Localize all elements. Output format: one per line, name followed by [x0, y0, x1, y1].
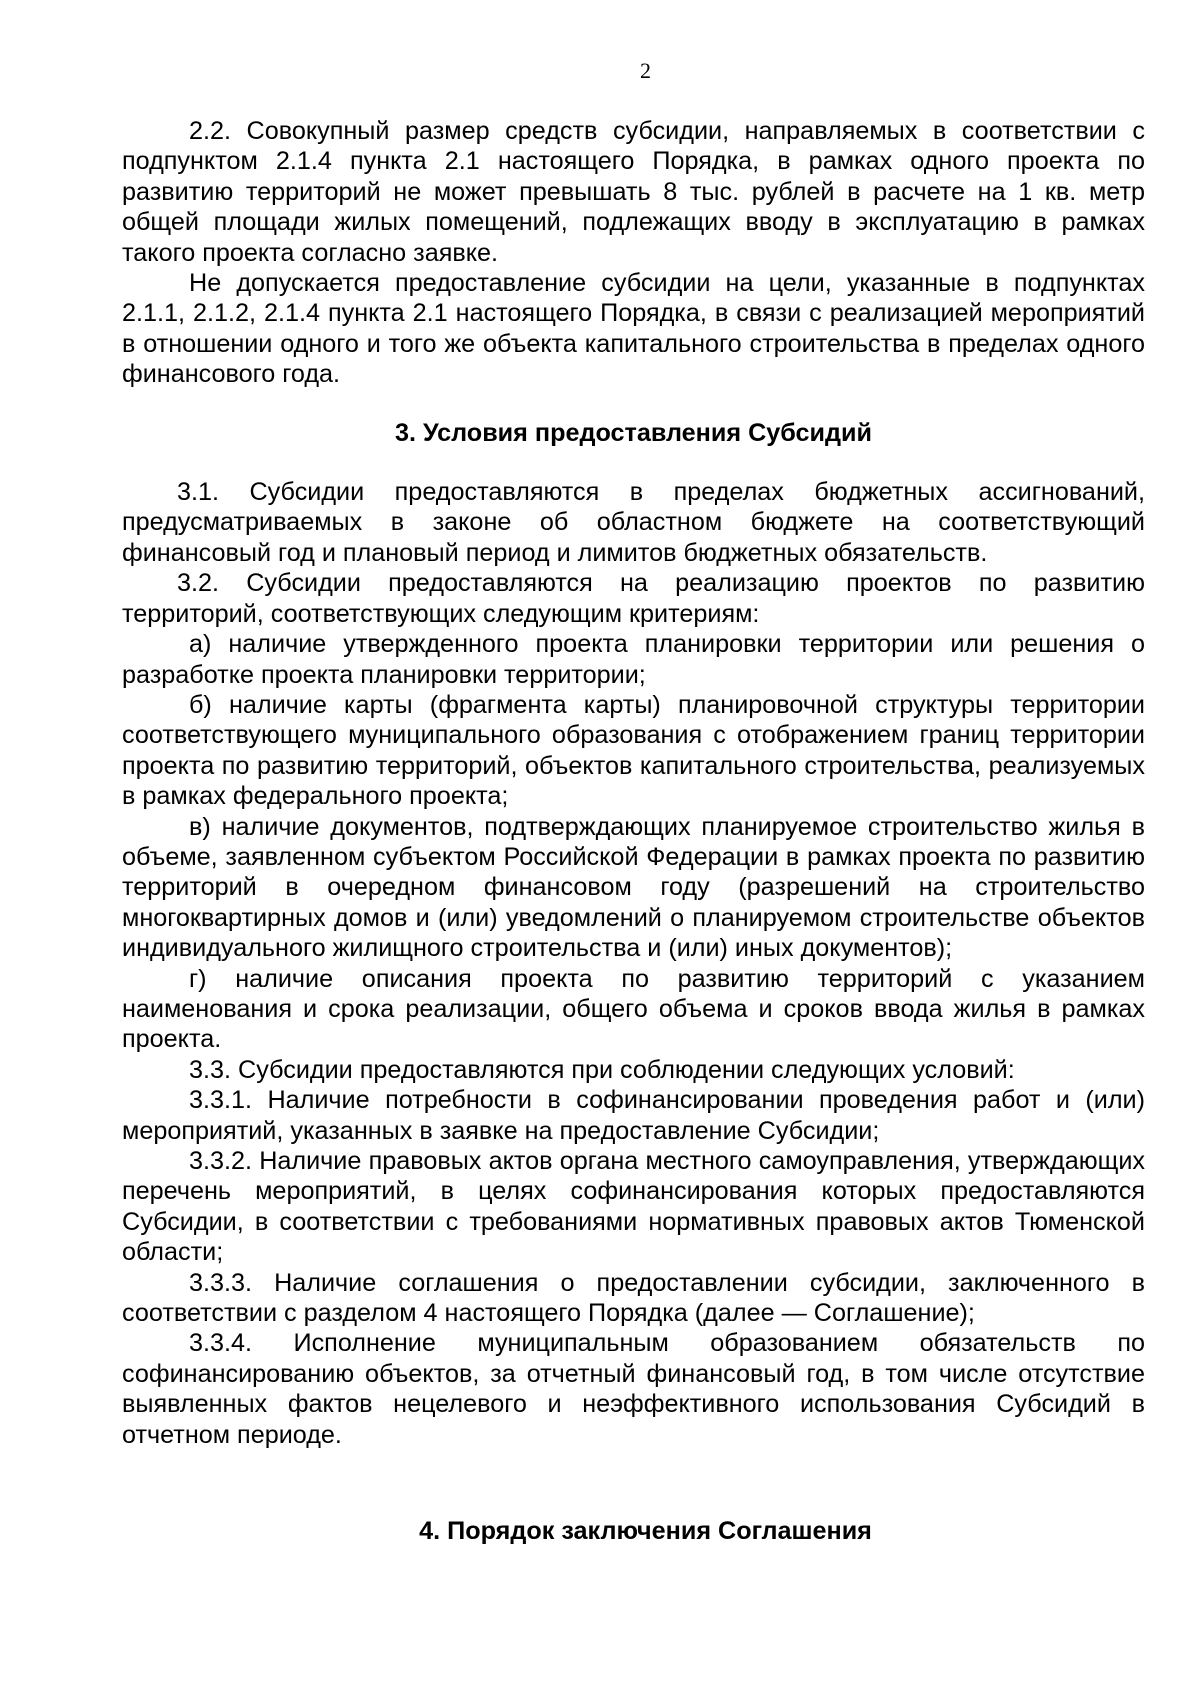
condition-3-3-2: 3.3.2. Наличие правовых актов органа местного самоуправления, утверждающих перечень мероприятий, в целях софинансирования которых предоставляются Субсидии, в соответствии с требованиями нормативных правовых актов Тюменской области;: [122, 1147, 1145, 1267]
paragraph-3-3: 3.3. Субсидии предоставляются при соблюдении следующих условий:: [189, 1055, 1015, 1084]
paragraph-3-1: 3.1. Субсидии предоставляются в пределах бюджетных ассигнований, предусматриваемых в законе об областном бюджете на соответствующий финансовый год и плановый период и лимитов бюджетных обязательств.: [122, 478, 1145, 567]
paragraph-2-2: 2.2. Совокупный размер средств субсидии, направляемых в соответствии с подпунктом 2.1.4 пункта 2.1 настоящего Порядка, в рамках одного проекта по развитию территорий не может превышать 8 тыс. рублей в расчете на 1 кв. метр общей площади жилых помещений, подлежащих вводу в эксплуатацию в рамках такого проекта согласно заявке.: [122, 117, 1145, 267]
page-number: 2: [640, 58, 651, 83]
condition-3-3-3: 3.3.3. Наличие соглашения о предоставлении субсидии, заключенного в соответствии с разделом 4 настоящего Порядка (далее — Соглашение);: [122, 1268, 1145, 1328]
criterion-b: б) наличие карты (фрагмента карты) планировочной структуры территории соответствующего муниципального образования с отображением границ территории проекта по развитию территорий, объектов капитального строительства, реализуемых в рамках федерального проекта;: [122, 690, 1145, 811]
document-page: [122, 56, 1145, 1546]
criterion-v: в) наличие документов, подтверждающих планируемое строительство жилья в объеме, заявленном субъектом Российской Федерации в рамках проекта по развитию территорий в очередном финансовом году (разрешений на строительство многоквартирных домов и (или) уведомлений о планируемом строительстве объектов индивидуального жилищного строительства и (или) иных документов);: [122, 812, 1145, 963]
criterion-g: г) наличие описания проекта по развитию территорий с указанием наименования и срока реализации, общего объема и сроков ввода жилья в рамках проекта.: [122, 964, 1145, 1054]
condition-3-3-4: 3.3.4. Исполнение муниципальным образованием обязательств по софинансированию объектов, за отчетный финансовый год, в том числе отсутствие выявленных фактов нецелевого и неэффективного использования Субсидий в отчетном периоде.: [122, 1329, 1145, 1449]
condition-3-3-1: 3.3.1. Наличие потребности в софинансировании проведения работ и (или) мероприятий, указанных в заявке на предоставление Субсидии;: [122, 1086, 1145, 1145]
section-3-title: 3. Условия предоставления Субсидий: [395, 418, 872, 447]
criterion-a: а) наличие утвержденного проекта планировки территории или решения о разработке проекта планировки территории;: [122, 630, 1145, 689]
section-4-title: 4. Порядок заключения Соглашения: [419, 1517, 872, 1546]
paragraph-3-2: 3.2. Субсидии предоставляются на реализацию проектов по развитию территорий, соответствующих следующим критериям:: [122, 569, 1145, 628]
paragraph-2-2-restriction: Не допускается предоставление субсидии на цели, указанные в подпунктах 2.1.1, 2.1.2, 2.1.4 пункта 2.1 настоящего Порядка, в связи с реализацией мероприятий в отношении одного и того же объекта капитального строительства в пределах одного финансового года.: [122, 269, 1145, 389]
